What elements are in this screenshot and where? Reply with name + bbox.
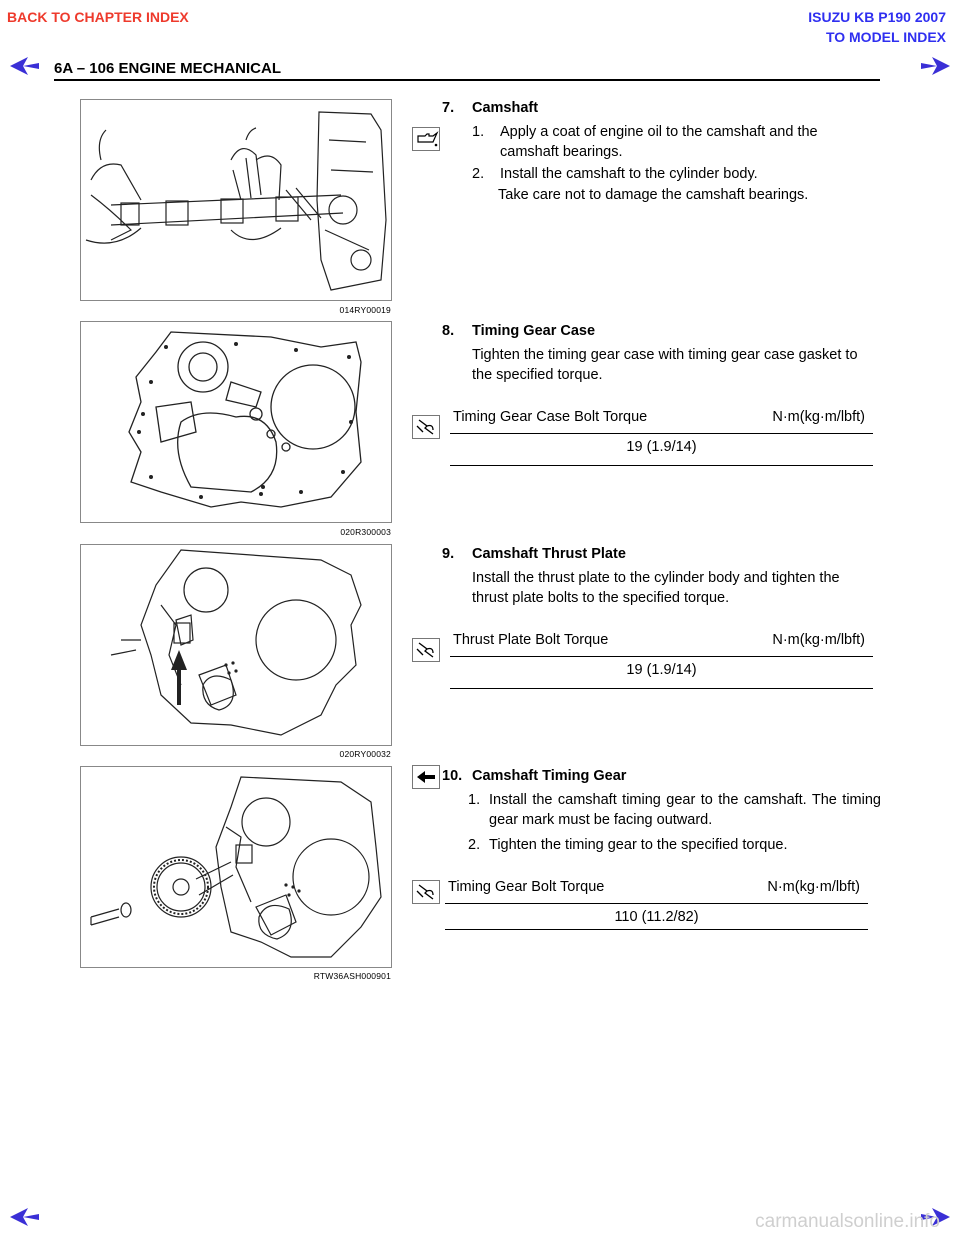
step-9-instruction: Install the thrust plate to the cylinder body and tighten the thrust plate bolts to the specified torque. [472,570,840,606]
torque-wrench-icon [412,880,440,904]
torque-wrench-icon [412,415,440,439]
torque-label: Timing Gear Bolt Torque [448,879,605,895]
torque-unit: N·m(kg·m/lbft) [772,409,865,425]
camshaft-timing-gear-illustration [80,766,392,968]
step-10-item-2: 2. Tighten the timing gear to the specified torque. [468,837,788,853]
left-arrow-icon[interactable] [8,55,40,77]
step-7-item-2: 2. Install the camshaft to the cylinder body. [472,166,758,182]
back-to-chapter-index-link[interactable]: BACK TO CHAPTER INDEX [7,9,189,25]
page-header-title: 6A – 106 ENGINE MECHANICAL [54,60,281,77]
thrust-plate-torque-table [450,632,873,692]
torque-value: 19 (1.9/14) [626,662,697,678]
torque-label: Timing Gear Case Bolt Torque [453,409,648,425]
step-8-title: 8. Timing Gear Case [442,323,596,339]
step-7-item-1: 1. Apply a coat of engine oil to the camshaft and the camshaft bearings. [472,124,818,160]
figure-code: 020RY00032 [339,749,391,759]
timing-gear-case-torque-table [450,409,873,469]
oil-can-icon [412,127,440,151]
camshaft-thrust-plate-illustration [80,544,392,746]
torque-unit: N·m(kg·m/lbft) [767,879,860,895]
right-arrow-icon[interactable] [920,55,952,77]
left-arrow-icon[interactable] [8,1206,40,1228]
torque-label: Thrust Plate Bolt Torque [453,632,609,648]
model-title-link[interactable]: ISUZU KB P190 2007 [808,9,946,25]
torque-value: 19 (1.9/14) [626,439,697,455]
site-watermark: carmanualsonline.info [755,1211,940,1232]
timing-gear-torque-table [445,879,868,939]
torque-value: 110 (11.2/82) [614,909,699,925]
figure-code: 014RY00019 [339,305,391,315]
step-9-title: 9. Camshaft Thrust Plate [442,546,626,562]
figure-code: RTW36ASH000901 [313,971,391,981]
step-10-title: 10. Camshaft Timing Gear [442,768,627,784]
install-arrow-icon [412,765,440,789]
figure-code: 020R300003 [340,527,391,537]
step-7-caution-note: Take care not to damage the camshaft bearings. [498,187,809,203]
to-model-index-link[interactable]: TO MODEL INDEX [825,29,946,45]
step-7-title: 7. Camshaft [442,100,539,116]
torque-wrench-icon [412,638,440,662]
torque-unit: N·m(kg·m/lbft) [772,632,865,648]
step-8-instruction: Tighten the timing gear case with timing gear case gasket to the specified torque. [472,347,858,383]
camshaft-illustration [80,99,392,301]
timing-gear-case-illustration [80,321,392,523]
step-10-item-1: 1. Install the camshaft timing gear to the camshaft. The timing gear mark must be facing outward. [468,792,881,828]
header-divider [54,79,880,81]
